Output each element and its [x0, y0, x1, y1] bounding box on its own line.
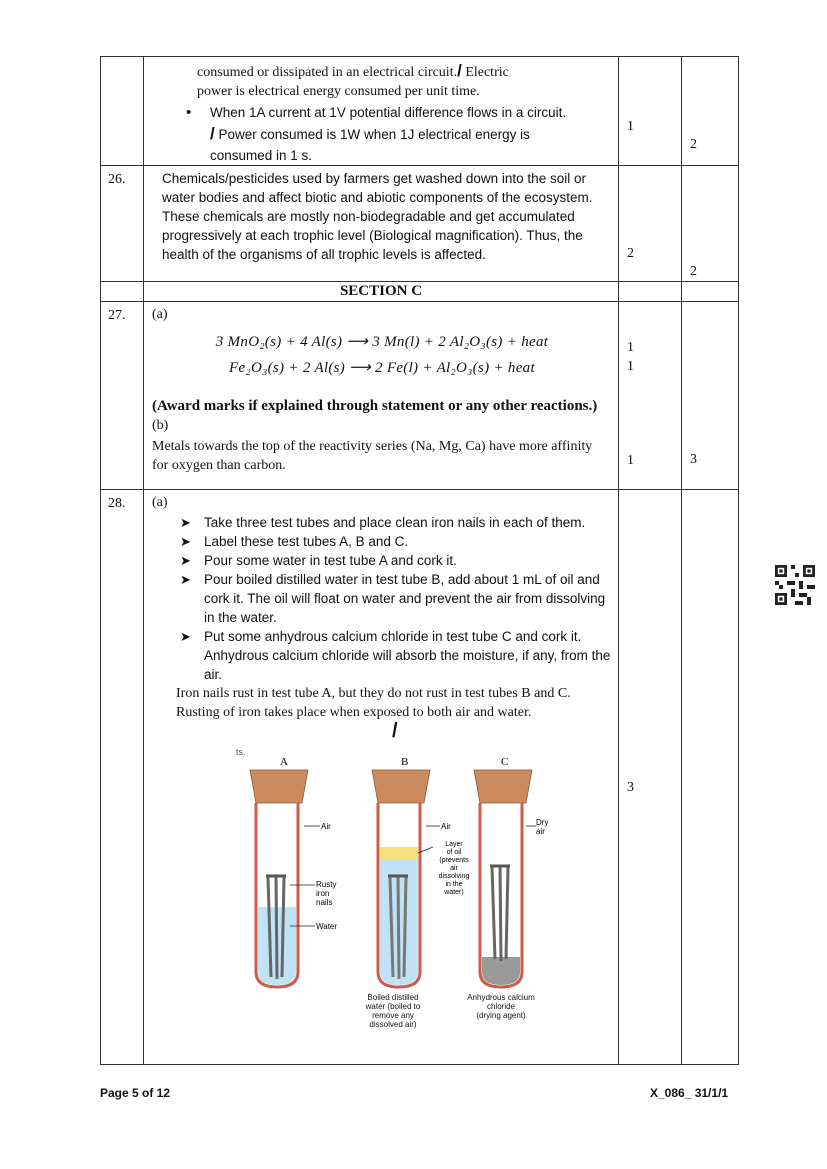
mark-value: 1: [627, 359, 634, 374]
total-cell: [682, 302, 739, 490]
svg-text:air: air: [450, 865, 458, 872]
table-row: [101, 282, 739, 302]
svg-text:water): water): [444, 889, 464, 896]
test-tube-b: [372, 770, 469, 987]
mark-value: 2: [627, 246, 634, 261]
arrow-bullet-icon: ➤: [180, 515, 191, 530]
arrow-bullet-icon: ➤: [180, 553, 191, 568]
svg-text:Rusty: Rusty: [316, 880, 337, 889]
caption-b: Boiled distilled water (boiled to remove any dissolved air): [365, 993, 421, 1029]
list-item: [210, 103, 612, 165]
list-item: ➤ Pour some water in test tube A and cork it.: [180, 553, 457, 568]
arrow-bullet-icon: ➤: [180, 572, 191, 587]
section-heading: SECTION C: [339, 283, 423, 299]
q28-result-2: Rusting of iron takes place when exposed to both air and water.: [176, 705, 532, 720]
question-number: 27.: [108, 308, 126, 323]
total-value: 2: [690, 137, 697, 152]
marks-cell: [619, 57, 682, 166]
part-label: (b): [152, 418, 169, 433]
question-number: 28.: [108, 496, 126, 511]
question-number: 26.: [108, 172, 126, 187]
mark-value: 3: [627, 780, 634, 795]
total-cell: [682, 57, 739, 166]
calcium-chloride: [482, 957, 520, 985]
tube-a-label: A: [280, 756, 288, 768]
figure-prefix: ts.: [236, 747, 246, 757]
q25-bullet-c: consumed in 1 s.: [210, 148, 313, 163]
total-value: 2: [690, 264, 697, 279]
q25-bullet-a: • When 1A current at 1V potential difference flows in a circuit.: [210, 105, 567, 120]
cork-b: [372, 770, 430, 803]
q27b-answer: Metals towards the top of the reactivity series (Na, Mg, Ca) have more affinity for oxygen than carbon.: [152, 439, 593, 473]
arrow-bullet-icon: ➤: [180, 534, 191, 549]
caption-c: Anhydrous calcium chloride (drying agent): [467, 993, 535, 1020]
svg-text:air: air: [536, 827, 545, 836]
cork-a: [250, 770, 308, 803]
test-tube-c: [474, 770, 548, 987]
q25-line2: power is electrical energy consumed per unit time.: [197, 84, 480, 99]
svg-text:Layer: Layer: [445, 841, 463, 848]
q28-result-1: Iron nails rust in test tube A, but they do not rust in test tubes B and C.: [176, 686, 571, 701]
mark-value: 1: [627, 453, 634, 468]
q25-bullet-b: Power consumed is 1W when 1J electrical energy is: [214, 127, 530, 142]
tube-b-label: B: [401, 756, 409, 768]
svg-text:of oil: of oil: [446, 849, 462, 856]
total-value: 3: [690, 452, 697, 467]
mark-value: 1: [627, 119, 634, 134]
figure-captions: [228, 993, 612, 1029]
label-dry-air: Dry: [536, 818, 548, 827]
answer-cell: [144, 302, 619, 490]
question-number-cell: [101, 302, 144, 490]
slash-separator: /: [392, 720, 398, 742]
rusty-nails-a: [268, 875, 284, 979]
oil-layer: [380, 847, 418, 859]
part-label: (a): [152, 495, 168, 510]
arrow-bullet-icon: ➤: [180, 629, 191, 644]
tube-c-label: C: [501, 756, 509, 768]
question-number-cell: [101, 490, 144, 1065]
answer-cell: [144, 166, 619, 282]
answer-cell: [144, 490, 619, 1065]
table-row: [101, 57, 739, 166]
table-row: [101, 490, 739, 1065]
page-number: Page 5 of 12: [100, 1086, 171, 1100]
label-oil-layer: [439, 841, 470, 896]
slash-separator: /: [210, 124, 215, 143]
list-item: ➤ Take three test tubes and place clean iron nails in each of them.: [180, 515, 586, 530]
svg-text:dissolving: dissolving: [438, 873, 470, 880]
equation-1: 3 MnO₂(s) + 4 Al(s) ⟶ 3 Mn(l) + 2 Al₂O₃(s) + heat: [215, 334, 549, 350]
q25-line1b: Electric: [461, 65, 509, 80]
list-item: ➤ Label these test tubes A, B and C.: [180, 534, 409, 549]
nails-c: [492, 865, 508, 961]
label-air-b: Air: [441, 822, 451, 831]
marks-cell: [619, 490, 682, 1065]
label-water: Water: [316, 922, 338, 931]
total-cell: [682, 490, 739, 1065]
rusting-experiment-figure: [228, 747, 548, 1005]
svg-text:iron: iron: [316, 889, 330, 898]
q25-line1: consumed or dissipated in an electrical circuit.: [197, 65, 458, 80]
test-tube-a: [250, 770, 337, 987]
paper-code: X_086_ 31/1/1: [650, 1086, 729, 1100]
slash-separator: /: [457, 61, 462, 80]
question-number-cell: [101, 57, 144, 166]
marks-cell: [619, 166, 682, 282]
answer-cell: [144, 57, 619, 166]
label-air-a: Air: [321, 822, 331, 831]
mark-value: 1: [627, 340, 634, 355]
equation-2: Fe₂O₃(s) + 2 Al(s) ⟶ 2 Fe(l) + Al₂O₃(s) + heat: [229, 360, 535, 376]
table-row: [101, 166, 739, 282]
svg-text:in the: in the: [445, 881, 463, 888]
svg-text:nails: nails: [316, 898, 333, 907]
q26-answer: Chemicals/pesticides used by farmers get washed down into the soil or water bodies and affect biotic and abiotic components of the ecosystem. These chemicals are mostly non-biodegradable and get accumulated progressively at each trophic level (Biological magnification). Thus, the health of the organisms of all trophic levels is affected.: [162, 171, 593, 262]
marking-scheme-table: [100, 56, 739, 1065]
part-label: (a): [152, 307, 168, 322]
cork-c: [474, 770, 532, 803]
award-note: (Award marks if explained through statement or any other reactions.): [152, 398, 598, 414]
qr-code-icon: [775, 565, 815, 605]
question-number-cell: [101, 166, 144, 282]
total-cell: [682, 166, 739, 282]
list-item: ➤ Put some anhydrous calcium chloride in test tube C and cork it. Anhydrous calcium chloride will absorb the moisture, if any, from the air.: [180, 629, 611, 682]
table-row: [101, 302, 739, 490]
marks-cell: [619, 302, 682, 490]
svg-text:(prevents: (prevents: [439, 857, 469, 864]
list-item: ➤ Pour boiled distilled water in test tube B, add about 1 mL of oil and cork it. The oil will float on water and prevent the air from dissolving in the water.: [180, 572, 606, 625]
